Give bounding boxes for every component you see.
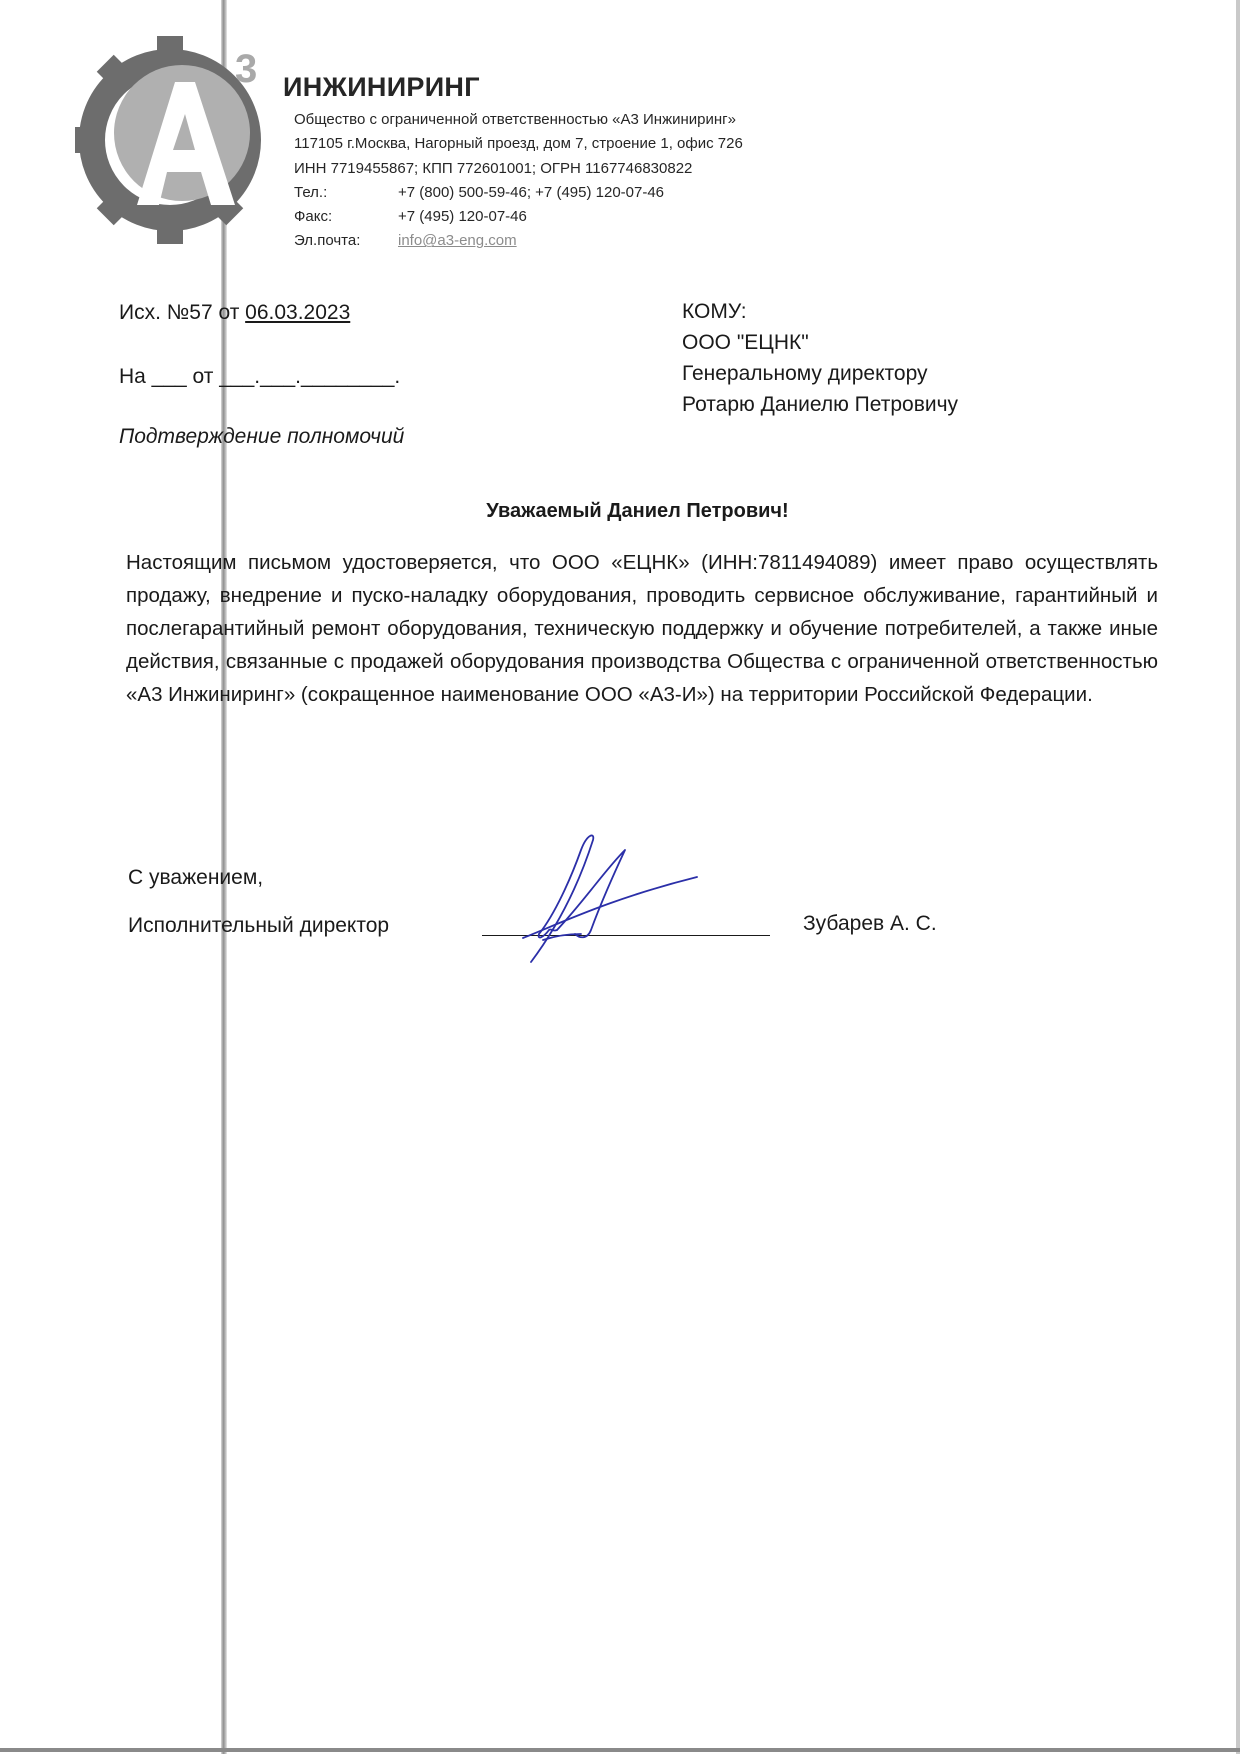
company-info <box>294 108 743 254</box>
contact-value: +7 (495) 120-07-46 <box>398 208 527 226</box>
contact-label: Факс: <box>294 208 333 226</box>
reference-line: На ___ от ___.___.________. <box>119 365 401 388</box>
recipient-line: Генеральному директору <box>682 362 928 385</box>
company-address: 117105 г.Москва, Нагорный проезд, дом 7, строение 1, офис 726 <box>294 135 743 153</box>
company-registration: ИНН 7719455867; КПП 772601001; ОГРН 1167746830822 <box>294 159 693 177</box>
outgoing-number <box>119 301 350 325</box>
logo-superscript: 3 <box>235 47 258 91</box>
company-name: ИНЖИНИРИНГ <box>283 72 480 102</box>
letter-body: Настоящим письмом удостоверяется, что ООО «ЕЦНК» (ИНН:7811494089) имеет право осуществлять продажу, внедрение и пуско-наладку оборудования, проводить сервисное обслуживание, гарантийный и послегарантийный ремонт оборудования, техническую поддержку и обучение потребителей, а также иные действия, связанные с продажей оборудования производства Общества с ограниченной ответственностью «А3 Инжиниринг» (сокращенное наименование ООО «А3-И») на территории Российской Федерации. <box>126 551 1158 706</box>
closing-regards: С уважением, <box>128 866 264 889</box>
company-legal-name: Общество с ограниченной ответственностью «А3 Инжиниринг» <box>294 111 736 128</box>
contact-value: +7 (800) 500-59-46; +7 (495) 120-07-46 <box>398 183 665 201</box>
contact-label: Тел.: <box>294 183 328 201</box>
contact-label: Эл.почта: <box>294 232 361 250</box>
recipient-line: КОМУ: <box>682 300 747 323</box>
contact-phone-row <box>294 181 743 205</box>
letter-subject: Подтверждение полномочий <box>119 425 405 448</box>
outgoing-date: 06.03.2023 <box>245 301 351 324</box>
signatory-name: Зубарев А. С. <box>803 912 937 935</box>
recipient-line: Ротарю Даниелю Петровичу <box>682 393 959 416</box>
recipient-line: ООО "ЕЦНК" <box>682 331 809 354</box>
scan-page-edge <box>1236 0 1240 1754</box>
company-logo <box>75 30 275 245</box>
recipient-block <box>682 296 958 420</box>
email-link[interactable]: info@a3-eng.com <box>398 232 517 250</box>
salutation: Уважаемый Даниел Петрович! <box>486 500 789 522</box>
contact-email-row <box>294 229 743 253</box>
contact-fax-row <box>294 205 743 229</box>
scan-bottom-edge <box>0 1748 1240 1752</box>
signature-image <box>515 830 715 970</box>
signer-position: Исполнительный директор <box>128 914 390 937</box>
outgoing-prefix: Исх. №57 от <box>119 301 246 324</box>
